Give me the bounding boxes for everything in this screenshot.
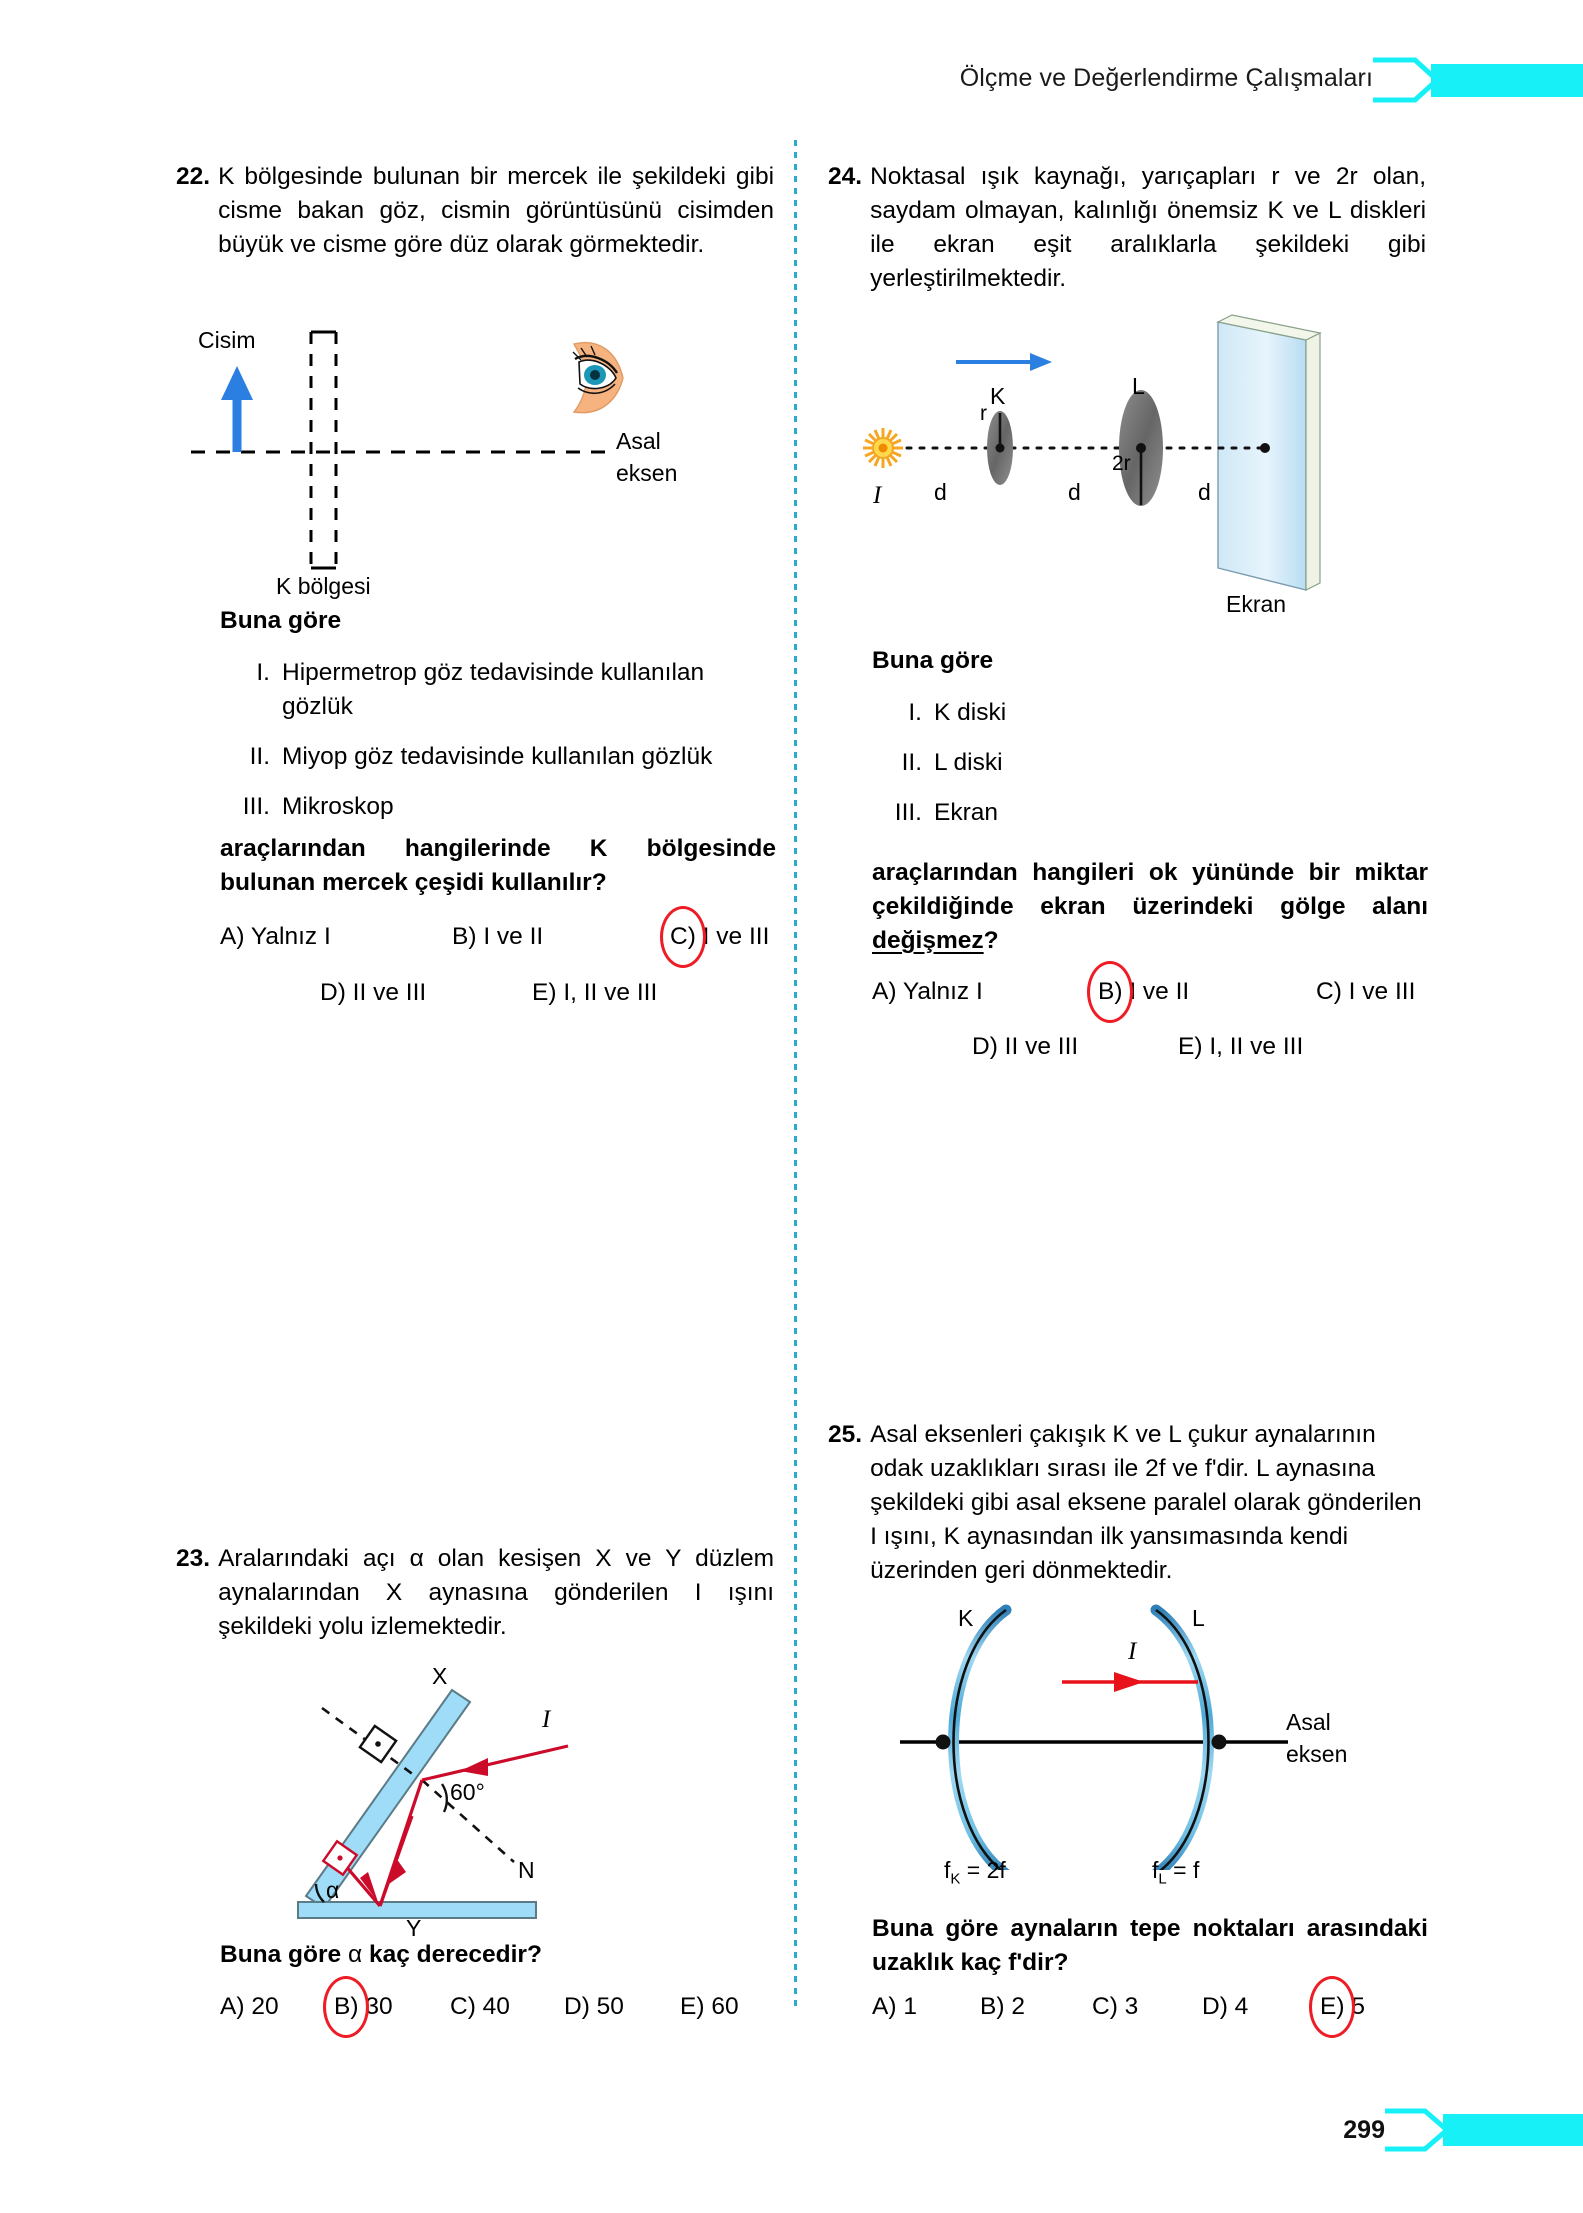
question-23 (176, 1542, 776, 1644)
option-e-letter: E) (1178, 1033, 1203, 1060)
option-b-text: 2 (1011, 1993, 1025, 2020)
list-item-text: Miyop göz tedavisinde kullanılan gözlük (282, 743, 713, 770)
figure-label-gap-3: d (1198, 479, 1211, 505)
question-24-buna-gore: Buna göre (872, 647, 994, 674)
figure-label-focal-l (1152, 1856, 1199, 1894)
figure-label-normal-n: N (518, 1857, 535, 1883)
figure-label-mirror-k: K (958, 1605, 974, 1631)
figure-label-radius-r: r (980, 402, 987, 425)
figure-label-eksen: eksen (1286, 1741, 1348, 1767)
lens-region-diagram (176, 300, 776, 600)
option-e-text: I, II ve III (1209, 1033, 1304, 1060)
question-24-item-list (876, 696, 1428, 846)
option-b-text: I ve II (1129, 978, 1190, 1005)
question-22 (176, 160, 776, 262)
option-d[interactable] (972, 1030, 1178, 1064)
option-a[interactable] (872, 975, 1098, 1009)
option-c-text: 3 (1124, 1993, 1139, 2020)
question-24-ask (872, 856, 1428, 958)
page-footer (0, 2107, 1583, 2157)
question-23-ask-pre: Buna göre (220, 1941, 348, 1968)
option-d[interactable] (1202, 1990, 1320, 2024)
question-25-options-row-1 (872, 1990, 1432, 2024)
question-24-options-row-2 (972, 1030, 1432, 1064)
option-c[interactable] (1092, 1990, 1202, 2024)
question-25-ask: Buna göre aynaların tepe noktaları arasındaki uzaklık kaç f'dir? (872, 1915, 1428, 1976)
question-23-ask (220, 1938, 776, 1972)
question-23-ask-post: kaç derecedir? (362, 1941, 542, 1968)
option-d[interactable] (564, 1990, 680, 2024)
option-d[interactable] (320, 976, 532, 1010)
question-23-number: 23. (176, 1545, 211, 1572)
list-item (876, 696, 1428, 730)
question-24-ask-emphasis: değişmez (872, 927, 984, 954)
figure-label-mirror-x: X (432, 1663, 448, 1689)
option-d-text: 4 (1234, 1993, 1249, 2020)
list-item (224, 740, 776, 774)
option-e-text: I, II ve III (563, 979, 658, 1006)
question-22-stem: K bölgesinde bulunan bir mercek ile şekildeki gibi cisme bakan göz, cismin görüntüsünü cisimden büyük ve cisme göre düz olarak görmektedir. (218, 163, 775, 258)
figure-label-asal: Asal (616, 428, 661, 454)
list-item-text: K diski (934, 699, 1007, 726)
question-24-figure (828, 300, 1438, 617)
question-22-ask: araçlarından hangilerinde K bölgesinde bulunan mercek çeşidi kullanılır? (220, 835, 776, 896)
figure-label-eksen: eksen (616, 460, 678, 486)
option-b-letter: B) (980, 1993, 1005, 2020)
option-e-text: 5 (1351, 1993, 1365, 2020)
option-c[interactable] (450, 1990, 564, 2024)
question-23-options-row-1 (220, 1990, 780, 2024)
list-item-numeral: III. (242, 793, 270, 820)
figure-label-gap-1: d (934, 479, 947, 505)
figure-label-mirror-y: Y (406, 1915, 422, 1941)
figure-label-ekran: Ekran (1226, 591, 1287, 617)
option-e-text: 60 (711, 1993, 739, 2020)
question-23-stem: Aralarındaki açı α olan kesişen X ve Y düzlem aynalarından X aynasına gönderilen I ışını şekildeki yolu izlemektedir. (218, 1545, 775, 1640)
figure-label-asal: Asal (1286, 1709, 1331, 1735)
option-e-letter: E) (532, 979, 557, 1006)
option-b-text: I ve II (483, 923, 544, 950)
question-23-figure (236, 1650, 696, 1940)
option-e[interactable] (532, 976, 657, 1010)
figure-label-ray-i: I (542, 1706, 551, 1733)
figure-label-angle-60: 60° (450, 1779, 485, 1805)
focal-k-value: = 2f (966, 1857, 1006, 1883)
option-b-letter: B) (452, 923, 477, 950)
selected-answer-mark: B) (1098, 975, 1123, 1009)
figure-label-ray-i: I (1128, 1638, 1137, 1665)
option-e[interactable] (680, 1990, 739, 2024)
list-item-numeral: I. (256, 659, 270, 686)
list-item-numeral: III. (894, 799, 922, 826)
option-a-text: 1 (903, 1993, 917, 2020)
list-item-text: L diski (934, 749, 1003, 776)
list-item-numeral: II. (249, 743, 270, 770)
question-25 (828, 1418, 1428, 1588)
option-d-text: II ve III (352, 979, 427, 1006)
question-24-ask-post: ? (983, 927, 999, 954)
option-b[interactable] (334, 1990, 450, 2024)
list-item (876, 796, 1428, 830)
focal-l-symbol: f (1152, 1857, 1159, 1883)
question-25-number: 25. (828, 1421, 863, 1448)
page-header (0, 56, 1583, 108)
option-b-text: 30 (365, 1993, 393, 2020)
figure-label-alpha: α (326, 1877, 340, 1903)
option-e[interactable] (1320, 1990, 1365, 2024)
option-c-text: I ve III (702, 923, 770, 950)
list-item-text: Ekran (934, 799, 999, 826)
option-a-text: 20 (251, 1993, 279, 2020)
question-24-number: 24. (828, 163, 863, 190)
figure-label-disk-l: L (1132, 373, 1145, 399)
page-number: 299 (1343, 2116, 1385, 2144)
question-25-stem: Asal eksenleri çakışık K ve L çukur aynalarının odak uzaklıkları sırası ile 2f ve f'dir. L aynasına şekildeki gibi asal eksene paralel olarak gönderilen I ışını, K aynasından ilk yansımasında kendi üzerinden geri dönmektedir. (870, 1421, 1422, 1584)
option-c-text: I ve III (1348, 978, 1416, 1005)
option-c-letter: C) (450, 1993, 476, 2020)
selected-answer-mark: E) (1320, 1990, 1345, 2024)
option-a-letter: A) (872, 978, 897, 1005)
option-a-letter: A) (220, 923, 245, 950)
option-d-letter: D) (320, 979, 346, 1006)
option-d-text: 50 (596, 1993, 624, 2020)
question-22-number: 22. (176, 163, 211, 190)
selected-answer-mark: B) (334, 1990, 359, 2024)
option-c-text: 40 (482, 1993, 510, 2020)
option-a[interactable] (872, 1990, 980, 2024)
question-23-ask-alpha: α (347, 1941, 363, 1968)
option-a-text: Yalnız I (250, 923, 331, 950)
option-a-letter: A) (220, 1993, 245, 2020)
question-24-ask-pre: araçlarından hangileri ok yününde bir miktar çekildiğinde ekran üzerindeki gölge alanı (872, 859, 1428, 920)
header-title: Ölçme ve Değerlendirme Çalışmaları (959, 64, 1373, 92)
option-c[interactable] (1316, 975, 1415, 1009)
question-22-options-row-2 (320, 976, 780, 1010)
option-c-letter: C) (1092, 1993, 1118, 2020)
shadow-screen-diagram (828, 300, 1438, 600)
question-22-item-list (224, 656, 776, 840)
option-e[interactable] (1178, 1030, 1303, 1064)
option-d-letter: D) (1202, 1993, 1228, 2020)
figure-label-light-source: I (873, 482, 882, 509)
focal-l-subscript: L (1158, 1870, 1167, 1888)
list-item-text: Hipermetrop göz tedavisinde kullanılan gözlük (282, 659, 705, 720)
figure-label-radius-2r: 2r (1112, 452, 1131, 475)
list-item (224, 790, 776, 824)
option-c[interactable] (670, 920, 769, 954)
focal-k-subscript: K (950, 1870, 961, 1888)
option-a-text: Yalnız I (902, 978, 983, 1005)
column-divider (794, 140, 797, 2010)
figure-label-cisim: Cisim (198, 327, 256, 353)
option-a[interactable] (220, 920, 452, 954)
question-24-stem: Noktasal ışık kaynağı, yarıçapları r ve 2r olan, saydam olmayan, kalınlığı önemsiz K ve L diskleri ile ekran eşit aralıklarla şekildeki gibi yerleştirilmektedir. (870, 163, 1427, 292)
selected-answer-mark: C) (670, 920, 696, 954)
list-item-numeral: I. (908, 699, 922, 726)
question-22-buna-gore: Buna göre (220, 607, 342, 634)
list-item (224, 656, 776, 724)
option-a[interactable] (220, 1990, 334, 2024)
option-d-letter: D) (564, 1993, 590, 2020)
option-b[interactable] (1098, 975, 1316, 1009)
question-24 (828, 160, 1428, 296)
option-d-text: II ve III (1004, 1033, 1079, 1060)
footer-accent-bar (1443, 2114, 1583, 2146)
figure-label-mirror-l: L (1192, 1605, 1205, 1631)
list-item-text: Mikroskop (282, 793, 394, 820)
option-b[interactable] (452, 920, 670, 954)
focal-l-value: = f (1173, 1857, 1200, 1883)
option-e-letter: E) (680, 1993, 705, 2020)
figure-label-k-bolgesi: K bölgesi (276, 573, 371, 599)
figure-label-disk-k: K (990, 383, 1006, 409)
list-item-numeral: II. (901, 749, 922, 776)
question-24-options-row-1 (872, 975, 1432, 1009)
option-b[interactable] (980, 1990, 1092, 2024)
option-c-letter: C) (1316, 978, 1342, 1005)
question-22-options-row-1 (220, 920, 780, 954)
question-22-figure (176, 300, 776, 600)
option-d-letter: D) (972, 1033, 998, 1060)
option-a-letter: A) (872, 1993, 897, 2020)
focal-k-symbol: f (944, 1857, 951, 1883)
list-item (876, 746, 1428, 780)
question-25-figure (880, 1590, 1360, 1888)
header-accent-bar (1431, 64, 1583, 97)
figure-label-gap-2: d (1068, 479, 1081, 505)
figure-label-focal-k (944, 1856, 1006, 1894)
